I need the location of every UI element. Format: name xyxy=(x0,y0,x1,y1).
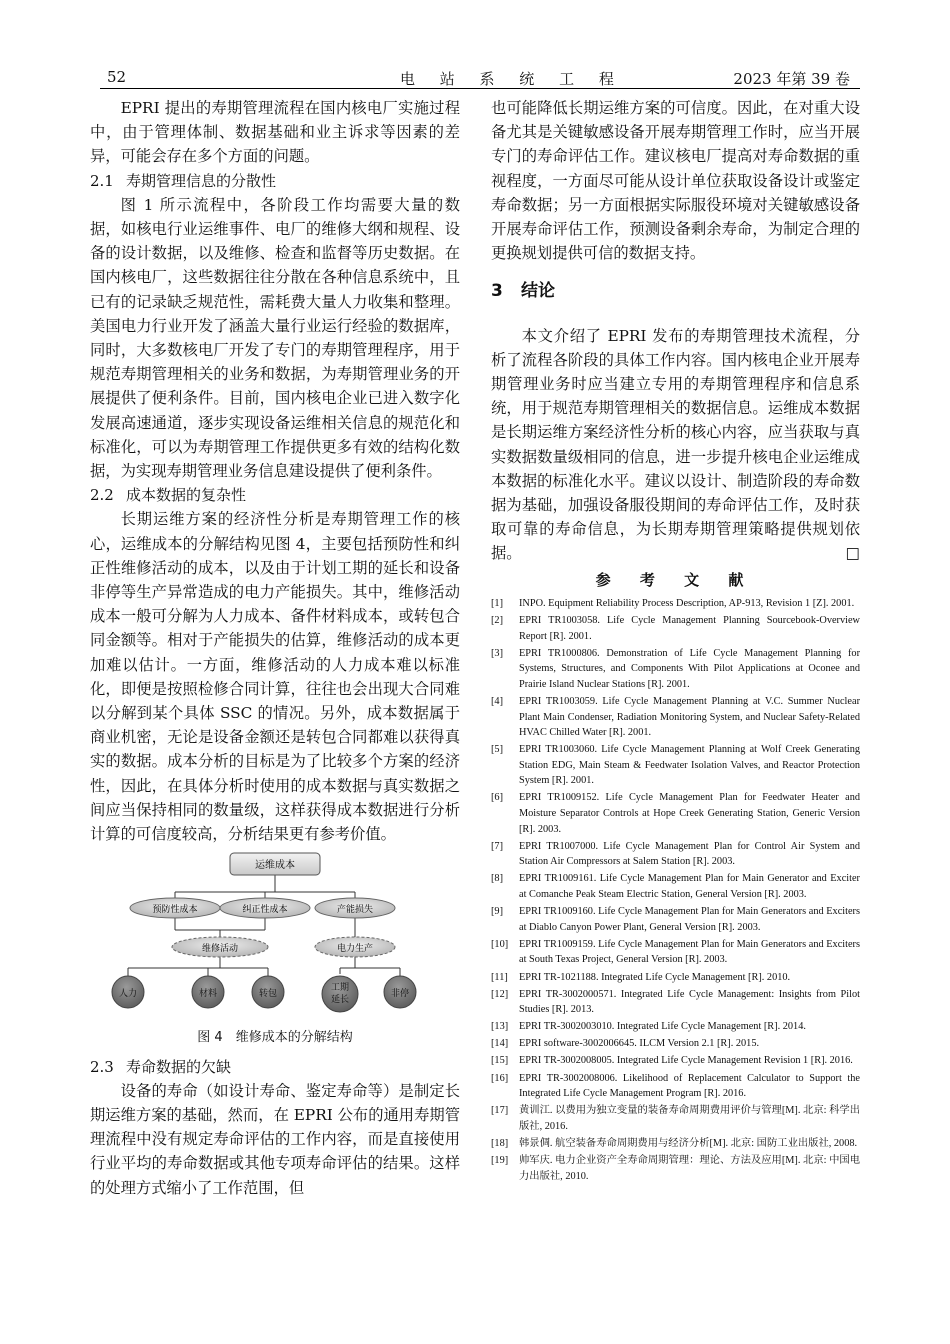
reference-text: EPRI TR1003060. Life Cycle Management Planning at Wolf Creek Generating Station EDG, Main Steam & Feedwater Isolation Valves, and Reactor Protection System [R]. 2001. xyxy=(519,744,860,787)
reference-item xyxy=(491,1103,860,1134)
svg-text:电力生产: 电力生产 xyxy=(336,944,374,955)
reference-text: EPRI TR-3002003010. Integrated Life Cycle Management [R]. 2014. xyxy=(519,1021,806,1033)
reference-list xyxy=(491,596,860,1184)
intro-paragraph: EPRI 提出的寿期管理流程在国内核电厂实施过程中，由于管理体制、数据基础和业主诉求等因素的差异，可能会存在多个方面的问题。 xyxy=(90,99,460,166)
reference-number: [12] xyxy=(491,988,509,1000)
reference-text: EPRI TR-3002000571. Integrated Life Cycle Management: Insights from Pilot Studies [R]. 2013. xyxy=(519,988,860,1016)
reference-number: [14] xyxy=(491,1038,509,1050)
figure-4 xyxy=(90,850,460,1028)
conclusion-paragraph: 本文介绍了 EPRI 发布的寿期管理技术流程，分析了流程各阶段的具体工作内容。国内核电企业开展寿期管理业务时应当建立专用的寿期管理程序和信息系统，用于规范寿期管理相关的数据信息。运维成本数据是长期运维方案经济性分析的核心内容，应当获取与真实数据数量级相同的信息，进一步提升核电企业运维成本数据的标准化水平。建议以设计、制造阶段的寿命数据为基础，加强设备服役期间的寿命评估工作，及时获取可靠的寿命信息，为长期寿期管理策略提供规划依据。 □ xyxy=(491,324,860,566)
journal-name: 电 站 系 统 工 程 xyxy=(400,70,624,88)
level2-node-preventive xyxy=(130,898,220,918)
section-2-2-heading: 2.2 成本数据的复杂性 xyxy=(90,486,247,505)
left-column xyxy=(90,96,460,1200)
reference-text: EPRI TR-3002008006. Likelihood of Replacement Calculator to Support the Integrated Life Cycle Management Program [R]. 2016. xyxy=(519,1072,860,1100)
right-column xyxy=(491,96,860,1186)
reference-number: [10] xyxy=(491,938,509,950)
figure-4-caption: 图 4 维修成本的分解结构 xyxy=(197,1030,353,1046)
header-rule xyxy=(100,88,860,89)
reference-item xyxy=(491,646,860,693)
reference-number: [11] xyxy=(491,971,508,983)
reference-text: 韩景倜. 航空装备寿命周期费用与经济分析[M]. 北京: 国防工业出版社, 2008. xyxy=(519,1137,858,1149)
reference-number: [5] xyxy=(491,744,504,756)
reference-text: EPRI TR-3002008005. Integrated Life Cycle Management Revision 1 [R]. 2016. xyxy=(519,1055,853,1067)
reference-item xyxy=(491,871,860,902)
reference-text: 帅军庆. 电力企业资产全寿命周期管理：理论、方法及应用[M]. 北京: 中国电力出版社, 2010. xyxy=(519,1155,860,1182)
references-title: 参 考 文 献 xyxy=(595,570,756,589)
svg-text:运维成本: 运维成本 xyxy=(255,860,295,872)
reference-item xyxy=(491,596,860,612)
reference-number: [17] xyxy=(491,1105,509,1117)
svg-text:延长: 延长 xyxy=(330,995,350,1006)
section-3-heading: 3 结论 xyxy=(491,281,555,302)
reference-text: EPRI TR1009160. Life Cycle Management Plan for Main Generators and Exciters at Diablo Canyon Power Plant, General Version [R]. 2003. xyxy=(519,906,860,933)
reference-text: EPRI TR1009161. Life Cycle Management Plan for Main Generator and Exciter at Comanche Peak Steam Electric Station, General Version [R]. 2003. xyxy=(519,873,860,901)
reference-item xyxy=(491,937,860,968)
level3-node-power-production xyxy=(315,937,395,957)
reference-number: [9] xyxy=(491,906,504,918)
section-2-1-paragraph: 图 1 所示流程中，各阶段工作均需要大量的数据，如核电行业运维事件、电厂的维修大纲和规程、设备的设计数据，以及维修、检查和监督等历史数据。在国内核电厂，这些数据往往分散在各种信息系统中，且已有的记录缺乏规范性，需耗费大量人力收集和整理。美国电力行业开发了涵盖大量行业运行经验的数据库，同时，大多数核电厂开发了专门的寿期管理程序，用于规范寿期管理相关的业务和数据，为寿期管理业务的开展提供了便利条件。目前，国内核电企业已进入数字化发展高速通道，逐步实现设备运维相关信息的规范化和标准化，可以为寿期管理工作提供更多有效的结构化数据，为实现寿期管理业务信息建设提供了便利条件。 xyxy=(90,195,460,481)
svg-text:产能损失: 产能损失 xyxy=(336,905,374,916)
reference-item xyxy=(491,987,860,1018)
reference-item xyxy=(491,613,860,644)
reference-text: EPRI TR1009159. Life Cycle Management Plan for Main Generators and Exciters at South Texas Project, General Version [R]. 2003. xyxy=(519,938,860,966)
svg-text:材料: 材料 xyxy=(198,989,218,1000)
reference-item xyxy=(491,790,860,837)
end-mark: □ xyxy=(845,544,860,563)
reference-text: EPRI software-3002006645. ILCM Version 2.1 [R]. 2015. xyxy=(519,1038,760,1050)
reference-number: [6] xyxy=(491,792,504,804)
cost-breakdown-diagram xyxy=(90,850,460,1028)
section-2-3-paragraph: 设备的寿命（如设计寿命、鉴定寿命等）是制定长期运维方案的基础，然而，在 EPRI 公布的通用寿期管理流程中没有规定寿命评估的工作内容，而是直接使用行业平均的寿命数据或其他专项寿命评估的结果。这样的处理方式缩小了工作范围，但 xyxy=(90,1081,460,1197)
reference-item xyxy=(491,1153,860,1184)
reference-number: [4] xyxy=(491,695,504,707)
section-2-2-paragraph: 长期运维方案的经济性分析是寿期管理工作的核心，运维成本的分解结构见图 4，主要包括预防性和纠正性维修活动的成本，以及由于计划工期的延长和设备非停等生产异常造成的电力产能损失。其中，维修活动成本一般可分解为人力成本、备件材料成本，或转包合同金额等。相对于产能损失的估算，维修活动的成本更加难以估计。一方面，维修活动的人力成本难以标准化，即便是按照检修合同计算，往往也会出现大合同难以分解到某个具体 SSC 的情况。另外，成本数据属于商业机密，无论是设备金额还是转包合同都难以获得真实的数据。成本分析的目标是为了比较多个方案的经济性，因此，在具体分析时使用的成本数据与真实数据之间应当保持相同的数量级，这样获得成本数据进行分析计算的可信度较高，分析结果更有参考价值。 xyxy=(90,510,460,844)
level2-node-corrective xyxy=(220,898,310,918)
leaf-node-materials xyxy=(192,976,224,1008)
svg-text:维修活动: 维修活动 xyxy=(201,944,239,955)
reference-item xyxy=(491,970,860,986)
svg-text:人力: 人力 xyxy=(118,989,138,1000)
reference-text: EPRI TR1003059. Life Cycle Management Planning at V.C. Summer Nuclear Plant Main Condenser, Radiation Monitoring System, and Nuclear Safety-Related HVAC Chilled Water [R]. 2001. xyxy=(519,695,860,739)
issue-info: 2023 年第 39 卷 xyxy=(733,70,850,88)
reference-item xyxy=(491,1019,860,1035)
reference-number: [2] xyxy=(491,614,504,626)
reference-text: EPRI TR1009152. Life Cycle Management Plan for Feedwater Heater and Moisture Separator Controls at Hope Creek Generating Station, Generic Version [R]. 2003. xyxy=(519,792,860,835)
reference-item xyxy=(491,839,860,870)
continued-paragraph: 也可能降低长期运维方案的可信度。因此，在对重大设备尤其是关键敏感设备开展寿期管理工作时，应当开展专门的寿命评估工作。建议核电厂提高对寿命数据的重视程度，一方面尽可能从设计单位获取设备设计或鉴定寿命数据；另一方面根据实际服役环境对关键敏感设备开展寿命评估工作，预测设备剩余寿命，为制定合理的更换规划提供可信的数据支持。 xyxy=(491,99,860,263)
leaf-node-forced-outage xyxy=(384,976,416,1008)
reference-text: EPRI TR1000806. Demonstration of Life Cycle Management Planning for Systems, Structures, and Components With Pilot Applications at Oconee and Prairie Island Nuclear Stations [R]. 2001. xyxy=(519,647,860,690)
reference-text: EPRI TR1007000. Life Cycle Management Plan for Control Air System and Station Air Compressors at Salem Station [R]. 2003. xyxy=(519,840,860,868)
reference-number: [15] xyxy=(491,1055,509,1067)
svg-text:非停: 非停 xyxy=(390,989,410,1000)
reference-item xyxy=(491,904,860,935)
root-node xyxy=(230,853,320,875)
reference-number: [1] xyxy=(491,597,504,609)
svg-text:工期: 工期 xyxy=(330,983,350,994)
reference-number: [3] xyxy=(491,647,504,659)
reference-text: 黄训江. 以费用为独立变量的装备寿命周期费用评价与管理[M]. 北京: 科学出版社, 2016. xyxy=(519,1105,860,1132)
reference-text: EPRI TR1003058. Life Cycle Management Planning Sourcebook-Overview Report [R]. 2001. xyxy=(519,614,860,642)
reference-item xyxy=(491,1136,860,1152)
diagram-connectors xyxy=(128,875,400,976)
reference-number: [7] xyxy=(491,840,504,852)
reference-number: [18] xyxy=(491,1137,509,1149)
reference-number: [13] xyxy=(491,1021,509,1033)
svg-text:纠正性成本: 纠正性成本 xyxy=(242,905,288,916)
reference-number: [8] xyxy=(491,873,504,885)
level2-node-capacity-loss xyxy=(315,898,395,918)
reference-item xyxy=(491,1036,860,1052)
reference-item xyxy=(491,1071,860,1102)
reference-item xyxy=(491,1053,860,1069)
reference-item xyxy=(491,694,860,741)
leaf-node-subcontract xyxy=(252,976,284,1008)
page-number: 52 xyxy=(107,68,127,86)
reference-number: [19] xyxy=(491,1155,509,1167)
level3-node-maintenance xyxy=(172,937,268,957)
reference-text: EPRI TR-1021188. Integrated Life Cycle Management [R]. 2010. xyxy=(519,971,791,983)
svg-text:转包: 转包 xyxy=(258,989,278,1000)
leaf-node-schedule-extension xyxy=(322,976,358,1012)
svg-text:预防性成本: 预防性成本 xyxy=(152,905,198,916)
leaf-node-labor xyxy=(112,976,144,1008)
reference-number: [16] xyxy=(491,1072,509,1084)
section-2-3-heading: 2.3 寿命数据的欠缺 xyxy=(90,1057,232,1076)
section-2-1-heading: 2.1 寿期管理信息的分散性 xyxy=(90,171,277,190)
reference-text: INPO. Equipment Reliability Process Description, AP-913, Revision 1 [Z]. 2001. xyxy=(519,597,855,609)
reference-item xyxy=(491,742,860,789)
